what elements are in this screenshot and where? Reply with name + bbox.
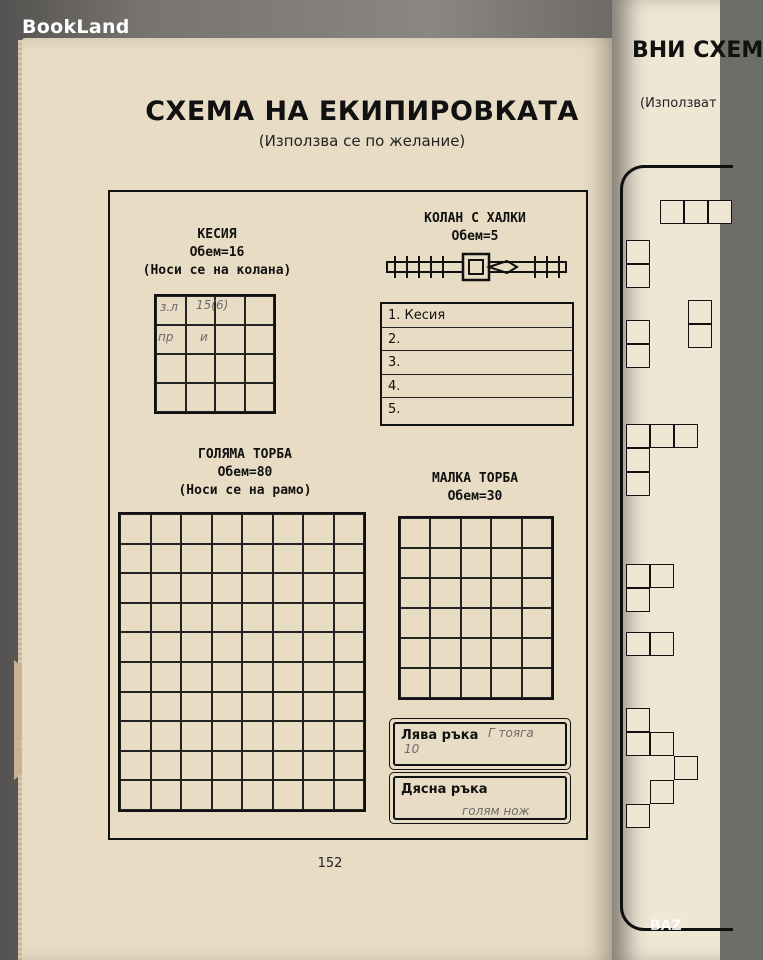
grid-cell[interactable] [120, 692, 151, 722]
grid-cell[interactable] [215, 383, 245, 412]
grid-cell[interactable] [151, 544, 182, 574]
belt-label [395, 210, 555, 246]
grid-cell[interactable] [303, 632, 334, 662]
grid-cell[interactable] [181, 751, 212, 781]
grid-cell[interactable] [303, 544, 334, 574]
grid-cell[interactable] [303, 662, 334, 692]
grid-cell[interactable] [334, 632, 365, 662]
grid-cell[interactable] [461, 578, 491, 608]
page-number: 152 [317, 856, 343, 871]
grid-cell[interactable] [212, 514, 243, 544]
grid-cell[interactable] [334, 603, 365, 633]
grid-cell[interactable] [156, 354, 186, 383]
right-page-cell [650, 732, 674, 756]
grid-cell[interactable] [120, 603, 151, 633]
grid-cell[interactable] [400, 578, 430, 608]
right-page-cell [650, 780, 674, 804]
grid-cell[interactable] [303, 692, 334, 722]
grid-cell[interactable] [273, 544, 304, 574]
grid-cell[interactable] [491, 608, 521, 638]
pencil-note: и [200, 330, 208, 344]
grid-cell[interactable] [491, 518, 521, 548]
grid-cell[interactable] [151, 780, 182, 810]
grid-cell[interactable] [215, 325, 245, 354]
grid-cell[interactable] [120, 544, 151, 574]
grid-cell[interactable] [303, 780, 334, 810]
small-bag-name: МАЛКА ТОРБА [431, 471, 519, 486]
grid-cell[interactable] [181, 544, 212, 574]
grid-cell[interactable] [430, 608, 460, 638]
grid-cell[interactable] [430, 548, 460, 578]
grid-cell[interactable] [303, 603, 334, 633]
grid-cell[interactable] [151, 751, 182, 781]
right-page-cell [626, 564, 650, 588]
grid-cell[interactable] [212, 692, 243, 722]
pencil-note: пр [158, 330, 174, 344]
grid-cell[interactable] [334, 692, 365, 722]
grid-cell[interactable] [400, 608, 430, 638]
grid-cell[interactable] [212, 603, 243, 633]
grid-cell[interactable] [151, 632, 182, 662]
grid-cell[interactable] [242, 514, 273, 544]
grid-cell[interactable] [242, 573, 273, 603]
right-page-cell [626, 804, 650, 828]
grid-cell[interactable] [245, 383, 275, 412]
grid-cell[interactable] [120, 632, 151, 662]
right-page-cell [626, 588, 650, 612]
right-page-cell [650, 424, 674, 448]
grid-cell[interactable] [273, 514, 304, 544]
grid-cell[interactable] [334, 544, 365, 574]
grid-cell[interactable] [212, 721, 243, 751]
belt-slot[interactable]: 4. [382, 375, 572, 399]
right-page-cell [674, 756, 698, 780]
belt-icon [385, 252, 568, 282]
grid-cell[interactable] [245, 325, 275, 354]
grid-cell[interactable] [245, 296, 275, 325]
right-page-subtitle: (Използват [640, 96, 717, 111]
grid-cell[interactable] [461, 608, 491, 638]
grid-cell[interactable] [522, 668, 552, 698]
grid-cell[interactable] [181, 721, 212, 751]
pencil-note: з.л [160, 300, 178, 314]
grid-cell[interactable] [215, 354, 245, 383]
right-page-cell [674, 424, 698, 448]
grid-cell[interactable] [273, 603, 304, 633]
grid-cell[interactable] [151, 573, 182, 603]
watermark-logo: BookLand [22, 16, 130, 38]
grid-cell[interactable] [334, 721, 365, 751]
grid-cell[interactable] [242, 632, 273, 662]
grid-cell[interactable] [181, 514, 212, 544]
grid-cell[interactable] [242, 751, 273, 781]
grid-cell[interactable] [334, 751, 365, 781]
grid-cell[interactable] [491, 548, 521, 578]
grid-cell[interactable] [120, 573, 151, 603]
right-page-cell [684, 200, 708, 224]
grid-cell[interactable] [151, 721, 182, 751]
grid-cell[interactable] [303, 573, 334, 603]
pencil-note: 10 [404, 742, 420, 756]
grid-cell[interactable] [242, 544, 273, 574]
grid-cell[interactable] [242, 662, 273, 692]
right-page-cell [650, 632, 674, 656]
right-page-cell [660, 200, 684, 224]
right-page-cell [626, 424, 650, 448]
grid-cell[interactable] [151, 692, 182, 722]
belt-slots [380, 302, 574, 426]
grid-cell[interactable] [273, 721, 304, 751]
small-bag-grid[interactable] [398, 516, 554, 700]
grid-cell[interactable] [120, 721, 151, 751]
grid-cell[interactable] [212, 780, 243, 810]
grid-cell[interactable] [522, 548, 552, 578]
right-page-cell [626, 240, 650, 264]
grid-cell[interactable] [273, 751, 304, 781]
grid-cell[interactable] [181, 573, 212, 603]
right-page-cell [626, 264, 650, 288]
right-page-cell [688, 300, 712, 324]
grid-cell[interactable] [461, 518, 491, 548]
big-bag-name: ГОЛЯМА ТОРБА [198, 447, 292, 462]
grid-cell[interactable] [242, 603, 273, 633]
small-bag-volume: Обем=30 [447, 489, 503, 504]
grid-cell[interactable] [151, 603, 182, 633]
grid-cell[interactable] [120, 514, 151, 544]
grid-cell[interactable] [186, 354, 216, 383]
belt-slot[interactable]: 2. [382, 328, 572, 352]
grid-cell[interactable] [491, 638, 521, 668]
big-bag-note: (Носи се на рамо) [178, 483, 312, 498]
grid-cell[interactable] [430, 578, 460, 608]
grid-cell[interactable] [461, 668, 491, 698]
grid-cell[interactable] [242, 780, 273, 810]
big-bag-label [160, 446, 330, 500]
grid-cell[interactable] [273, 780, 304, 810]
grid-cell[interactable] [273, 662, 304, 692]
grid-cell[interactable] [334, 514, 365, 544]
grid-cell[interactable] [120, 780, 151, 810]
grid-cell[interactable] [245, 354, 275, 383]
grid-cell[interactable] [430, 668, 460, 698]
purse-note: (Носи се на колана) [142, 263, 292, 278]
belt-slot[interactable]: 3. [382, 351, 572, 375]
right-page-cell [650, 564, 674, 588]
belt-slot[interactable]: 5. [388, 402, 401, 418]
grid-cell[interactable] [212, 632, 243, 662]
grid-cell[interactable] [181, 692, 212, 722]
grid-cell[interactable] [273, 692, 304, 722]
grid-cell[interactable] [186, 383, 216, 412]
grid-cell[interactable] [156, 383, 186, 412]
belt-slot[interactable]: 1. Кесия [382, 304, 572, 328]
big-bag-grid[interactable] [118, 512, 366, 812]
grid-cell[interactable] [461, 638, 491, 668]
corner-logo: BAZ [650, 918, 682, 934]
purse-label [142, 226, 292, 280]
grid-cell[interactable] [400, 638, 430, 668]
grid-cell[interactable] [522, 578, 552, 608]
grid-cell[interactable] [522, 608, 552, 638]
grid-cell[interactable] [491, 578, 521, 608]
grid-cell[interactable] [400, 668, 430, 698]
big-bag-volume: Обем=80 [217, 465, 273, 480]
right-page-cell [626, 732, 650, 756]
grid-cell[interactable] [430, 638, 460, 668]
grid-cell[interactable] [273, 573, 304, 603]
pencil-note: голям нож [462, 804, 530, 818]
grid-cell[interactable] [242, 692, 273, 722]
grid-cell[interactable] [461, 548, 491, 578]
grid-cell[interactable] [400, 518, 430, 548]
grid-cell[interactable] [181, 780, 212, 810]
right-page-cell [626, 344, 650, 368]
right-page-cell [626, 632, 650, 656]
grid-cell[interactable] [120, 662, 151, 692]
right-page-cell [626, 320, 650, 344]
grid-cell[interactable] [522, 638, 552, 668]
grid-cell[interactable] [334, 573, 365, 603]
grid-cell[interactable] [181, 662, 212, 692]
grid-cell[interactable] [151, 514, 182, 544]
right-page-cell [688, 324, 712, 348]
page-title: СХЕМА НА ЕКИПИРОВКАТА [145, 96, 579, 127]
pencil-note: Г тояга [488, 726, 534, 740]
grid-cell[interactable] [400, 548, 430, 578]
grid-cell[interactable] [303, 751, 334, 781]
page-subtitle: (Използва се по желание) [258, 132, 466, 150]
grid-cell[interactable] [212, 751, 243, 781]
right-page-cell [626, 448, 650, 472]
grid-cell[interactable] [151, 662, 182, 692]
grid-cell[interactable] [212, 662, 243, 692]
right-page-cell [626, 708, 650, 732]
grid-cell[interactable] [303, 721, 334, 751]
grid-cell[interactable] [212, 573, 243, 603]
grid-cell[interactable] [430, 518, 460, 548]
right-page-cell [626, 472, 650, 496]
grid-cell[interactable] [273, 632, 304, 662]
grid-cell[interactable] [491, 668, 521, 698]
belt-volume: Обем=5 [451, 229, 499, 244]
grid-cell[interactable] [212, 544, 243, 574]
grid-cell[interactable] [181, 603, 212, 633]
grid-cell[interactable] [120, 751, 151, 781]
grid-cell[interactable] [242, 721, 273, 751]
grid-cell[interactable] [303, 514, 334, 544]
grid-cell[interactable] [522, 518, 552, 548]
grid-cell[interactable] [334, 780, 365, 810]
purse-volume: Обем=16 [189, 245, 245, 260]
pencil-note: 15(6) [196, 298, 229, 312]
belt-name: КОЛАН С ХАЛКИ [424, 211, 526, 226]
grid-cell[interactable] [334, 662, 365, 692]
right-page-title: ВНИ СХЕМ [632, 38, 763, 63]
purse-name: КЕСИЯ [197, 227, 237, 242]
small-bag-label [400, 470, 550, 506]
grid-cell[interactable] [181, 632, 212, 662]
right-page-cell [708, 200, 732, 224]
left-hand-label: Лява ръка [401, 728, 479, 743]
right-hand-label: Дясна ръка [401, 782, 488, 797]
